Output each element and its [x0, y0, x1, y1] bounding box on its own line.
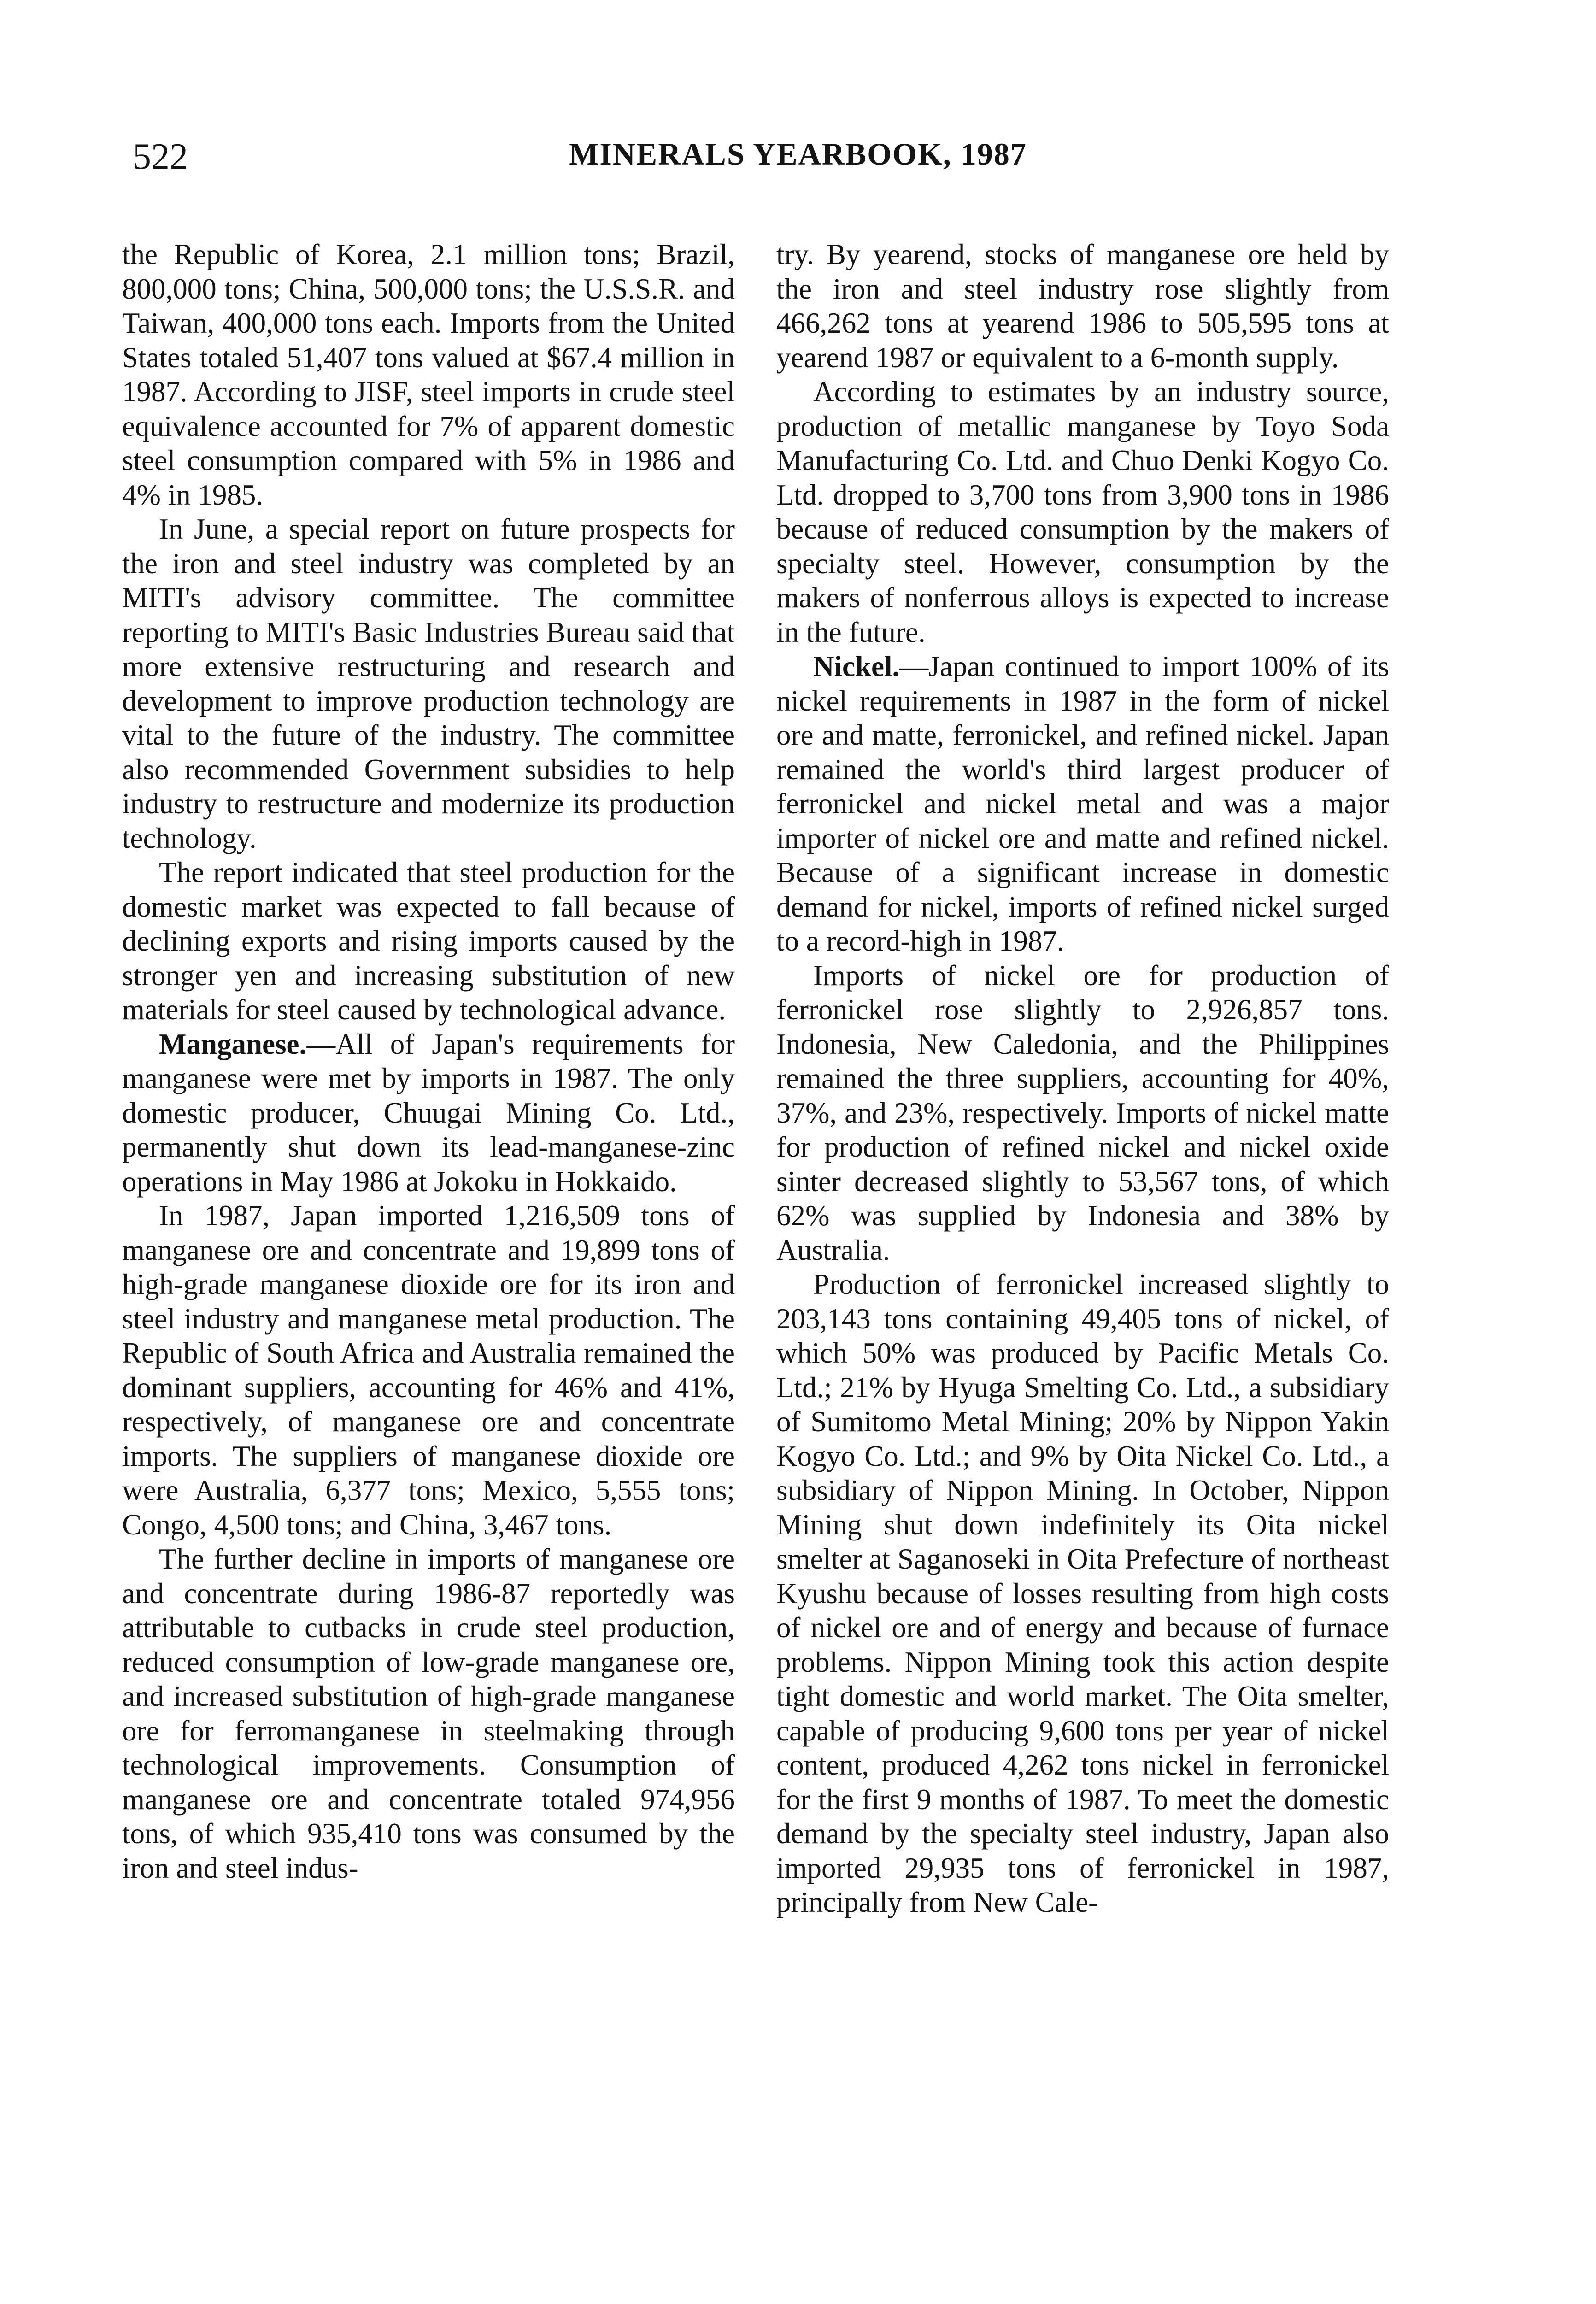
running-title: MINERALS YEARBOOK, 1987 [569, 136, 1027, 171]
paragraph: the Republic of Korea, 2.1 million tons; Brazil, 800,000 tons; China, 500,000 tons; the U.S.S.R. and Taiwan, 400,000 tons each. Imports from the United States totaled 51,407 tons valued at $67.4 million in 1987. According to JISF, steel imports in crude steel equivalence accounted for 7% of apparent domestic steel consumption compared with 5% in 1986 and 4% in 1985. [122, 238, 735, 511]
paragraph: Production of ferronickel increased slightly to 203,143 tons containing 49,405 tons of nickel, of which 50% was produced by Pacific Metals Co. Ltd.; 21% by Hyuga Smelting Co. Ltd., a subsidiary of Sumitomo Metal Mining; 20% by Nippon Yakin Kogyo Co. Ltd.; and 9% by Oita Nickel Co. Ltd., a subsidiary of Nippon Mining. In October, Nippon Mining shut down indefinitely its Oita nickel smelter at Saganoseki in Oita Prefecture of northeast Kyushu because of losses resulting from high costs of nickel ore and of energy and because of furnace problems. Nippon Mining took this action despite tight domestic and world market. The Oita smelter, capable of producing 9,600 tons per year of nickel content, produced 4,262 tons nickel in ferronickel for the first 9 months of 1987. To meet the domestic demand by the specialty steel industry, Japan also imported 29,935 tons of ferronickel in 1987, principally from New Cale- [776, 1268, 1389, 1918]
paragraph-nickel [776, 649, 1389, 958]
paragraph: According to estimates by an industry source, production of metallic manganese by Toyo Soda Manufacturing Co. Ltd. and Chuo Denki Kogyo Co. Ltd. dropped to 3,700 tons from 3,900 tons in 1986 because of reduced consumption by the makers of specialty steel. However, consumption by the makers of nonferrous alloys is expected to increase in the future. [776, 376, 1389, 648]
paragraph-body: —All of Japan's requirements for manganese were met by imports in 1987. The only domestic producer, Chuugai Mining Co. Ltd., permanently shut down its lead-manganese-zinc operations in May 1986 at Jokoku in Hokkaido. [122, 1028, 735, 1198]
section-heading-manganese: Manganese. [159, 1028, 307, 1060]
paragraph: Imports of nickel ore for production of ferronickel rose slightly to 2,926,857 tons. Indonesia, New Caledonia, and the Philippines remained the three suppliers, accounting for 40%, 37%, and 23%, respectively. Imports of nickel matte for production of refined nickel and nickel oxide sinter decreased slightly to 53,567 tons, of which 62% was supplied by Indonesia and 38% by Australia. [776, 959, 1389, 1266]
paragraph: In 1987, Japan imported 1,216,509 tons of manganese ore and concentrate and 19,899 tons of high-grade manganese dioxide ore for its iron and steel industry and manganese metal production. The Republic of South Africa and Australia remained the dominant suppliers, accounting for 46% and 41%, respectively, of manganese ore and concentrate imports. The suppliers of manganese dioxide ore were Australia, 6,377 tons; Mexico, 5,555 tons; Congo, 4,500 tons; and China, 3,467 tons. [122, 1199, 735, 1541]
paragraph: In June, a special report on future prospects for the iron and steel industry was completed by an MITI's advisory committee. The committee reporting to MITI's Basic Industries Bureau said that more extensive restructuring and research and development to improve production technology are vital to the future of the industry. The committee also recommended Government subsidies to help industry to restructure and modernize its production technology. [122, 513, 735, 854]
paragraph-body: —Japan continued to import 100% of its nickel requirements in 1987 in the form of nickel ore and matte, ferronickel, and refined nickel. Japan remained the world's third largest producer of ferronickel and nickel metal and was a major importer of nickel ore and matte and refined nickel. Because of a significant increase in domestic demand for nickel, imports of refined nickel surged to a record-high in 1987. [776, 650, 1389, 957]
paragraph: try. By yearend, stocks of manganese ore held by the iron and steel industry rose slightly from 466,262 tons at yearend 1986 to 505,595 tons at yearend 1987 or equivalent to a 6-month supply. [776, 238, 1389, 374]
paragraph: The report indicated that steel production for the domestic market was expected to fall because of declining exports and rising imports caused by the stronger yen and increasing substitution of new materials for steel caused by technological advance. [122, 856, 735, 1026]
page-number: 522 [133, 136, 188, 177]
left-column [122, 237, 735, 1885]
paragraph: The further decline in imports of manganese ore and concentrate during 1986-87 reportedly was attributable to cutbacks in crude steel production, reduced consumption of low-grade manganese ore, and increased substitution of high-grade manganese ore for ferromanganese in steelmaking through technological improvements. Consumption of manganese ore and concentrate totaled 974,956 tons, of which 935,410 tons was consumed by the iron and steel indus- [122, 1543, 735, 1884]
paragraph-manganese [122, 1027, 735, 1199]
section-heading-nickel: Nickel. [813, 650, 900, 682]
right-column [776, 237, 1389, 1920]
